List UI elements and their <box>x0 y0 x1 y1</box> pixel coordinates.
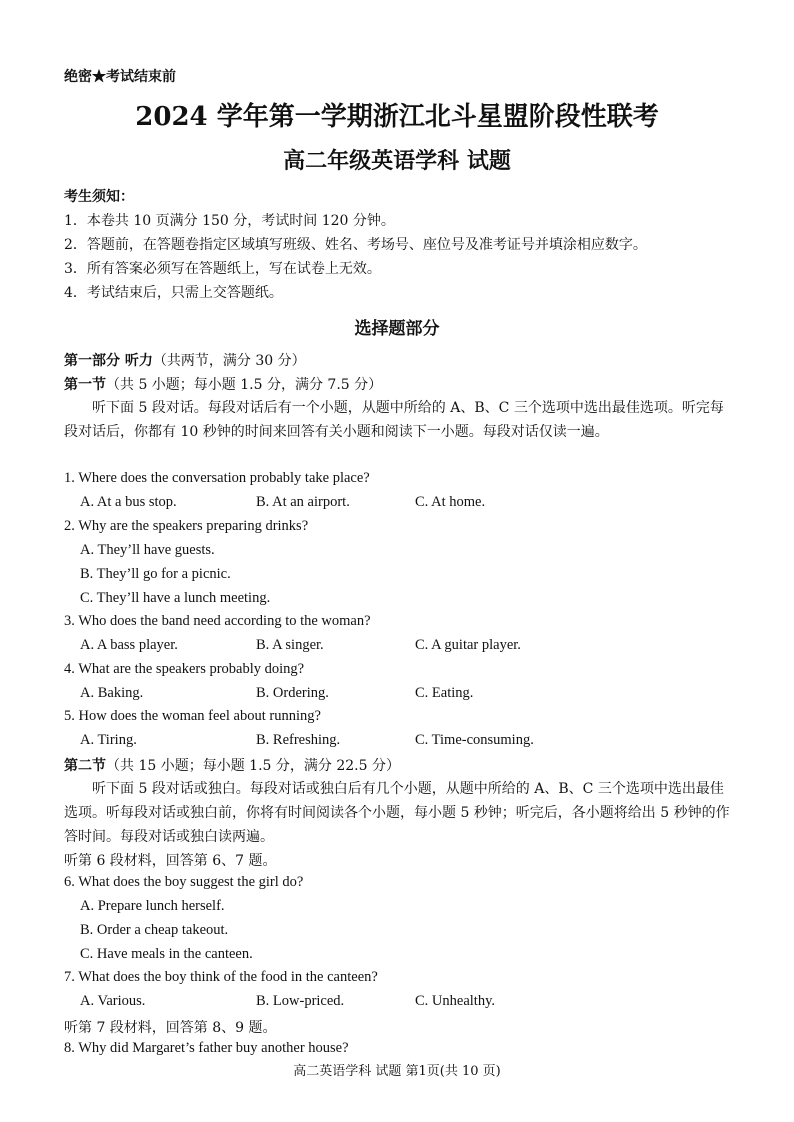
q3-option-a: A. A bass player. <box>80 637 178 653</box>
notice-item-1: 1．本卷共 10 页满分 150 分，考试时间 120 分钟。 <box>64 213 395 229</box>
q6-option-a: A. Prepare lunch herself. <box>80 898 225 914</box>
q1-option-c: C. At home. <box>415 494 486 510</box>
notice-item-2: 2．答题前，在答题卷指定区域填写班级、姓名、考场号、座位号及准考证号并填涂相应数字。 <box>64 237 647 253</box>
part1-heading <box>64 350 306 370</box>
question-8: 8. Why did Margaret’s father buy another house? <box>64 1040 349 1056</box>
q2-option-c: C. They’ll have a lunch meeting. <box>80 590 271 606</box>
question-6: 6. What does the boy suggest the girl do? <box>64 874 304 890</box>
q3-option-b: B. A singer. <box>256 637 324 653</box>
part1-note: （共两节，满分 30 分） <box>152 353 306 369</box>
sec1-heading <box>64 374 382 394</box>
sec1-note: （共 5 小题；每小题 1.5 分，满分 7.5 分） <box>106 377 383 393</box>
q4-option-b: B. Ordering. <box>256 685 329 701</box>
q7-option-c: C. Unhealthy. <box>415 993 496 1009</box>
q5-option-a: A. Tiring. <box>80 732 137 748</box>
listen-6-instruction: 听第 6 段材料，回答第 6、7 题。 <box>64 853 277 869</box>
question-3: 3. Who does the band need according to the woman? <box>64 613 371 629</box>
q5-option-b: B. Refreshing. <box>256 732 341 748</box>
q7-option-b: B. Low-priced. <box>256 993 345 1009</box>
question-7: 7. What does the boy think of the food in the canteen? <box>64 969 378 985</box>
q5-option-c: C. Time-consuming. <box>415 732 534 748</box>
q2-option-a: A. They’ll have guests. <box>80 542 215 558</box>
part1-title: 第一部分 听力 <box>64 353 153 369</box>
question-1: 1. Where does the conversation probably take place? <box>64 470 370 486</box>
sec2-title: 第二节 <box>64 758 106 774</box>
exam-title: 2024 学年第一学期浙江北斗星盟阶段性联考 <box>135 102 659 132</box>
sec2-instructions: 听下面 5 段对话或独白。每段对话或独白后有几个小题，从题中所给的 A、B、C 三个选项中选出最佳选项。听每段对话或独白前，你将有时间阅读各个小题，每小题 5 秒钟；听完后，各小题将给出 5 秒钟的作答时间。每段对话或独白读两遍。 <box>64 781 730 845</box>
exam-subtitle: 高二年级英语学科 试题 <box>283 148 511 174</box>
confidential-label: 绝密★考试结束前 <box>64 69 176 85</box>
q6-option-c: C. Have meals in the canteen. <box>80 946 253 962</box>
q1-option-b: B. At an airport. <box>256 494 350 510</box>
sec2-heading <box>64 755 400 775</box>
notice-heading: 考生须知： <box>64 189 134 205</box>
q4-option-a: A. Baking. <box>80 685 144 701</box>
q1-option-a: A. At a bus stop. <box>80 494 177 510</box>
question-5: 5. How does the woman feel about running? <box>64 708 321 724</box>
sec1-instructions: 听下面 5 段对话。每段对话后有一个小题，从题中所给的 A、B、C 三个选项中选出最佳选项。听完每段对话后，你都有 10 秒钟的时间来回答有关小题和阅读下一小题。每段对话仅读一遍。 <box>64 400 724 440</box>
notice-item-3: 3．所有答案必须写在答题纸上，写在试卷上无效。 <box>64 261 381 277</box>
q2-option-b: B. They’ll go for a picnic. <box>80 566 231 582</box>
q3-option-c: C. A guitar player. <box>415 637 521 653</box>
q6-option-b: B. Order a cheap takeout. <box>80 922 229 938</box>
q7-option-a: A. Various. <box>80 993 146 1009</box>
listen-7-instruction: 听第 7 段材料，回答第 8、9 题。 <box>64 1020 277 1036</box>
q4-option-c: C. Eating. <box>415 685 474 701</box>
sec2-note: （共 15 小题；每小题 1.5 分，满分 22.5 分） <box>106 758 400 774</box>
question-2: 2. Why are the speakers preparing drinks? <box>64 518 309 534</box>
notice-item-4: 4．考试结束后，只需上交答题纸。 <box>64 285 283 301</box>
question-4: 4. What are the speakers probably doing? <box>64 661 305 677</box>
section-heading: 选择题部分 <box>354 319 440 339</box>
page-footer: 高二英语学科 试题 第1页(共 10 页) <box>293 1064 501 1079</box>
sec1-title: 第一节 <box>64 377 106 393</box>
